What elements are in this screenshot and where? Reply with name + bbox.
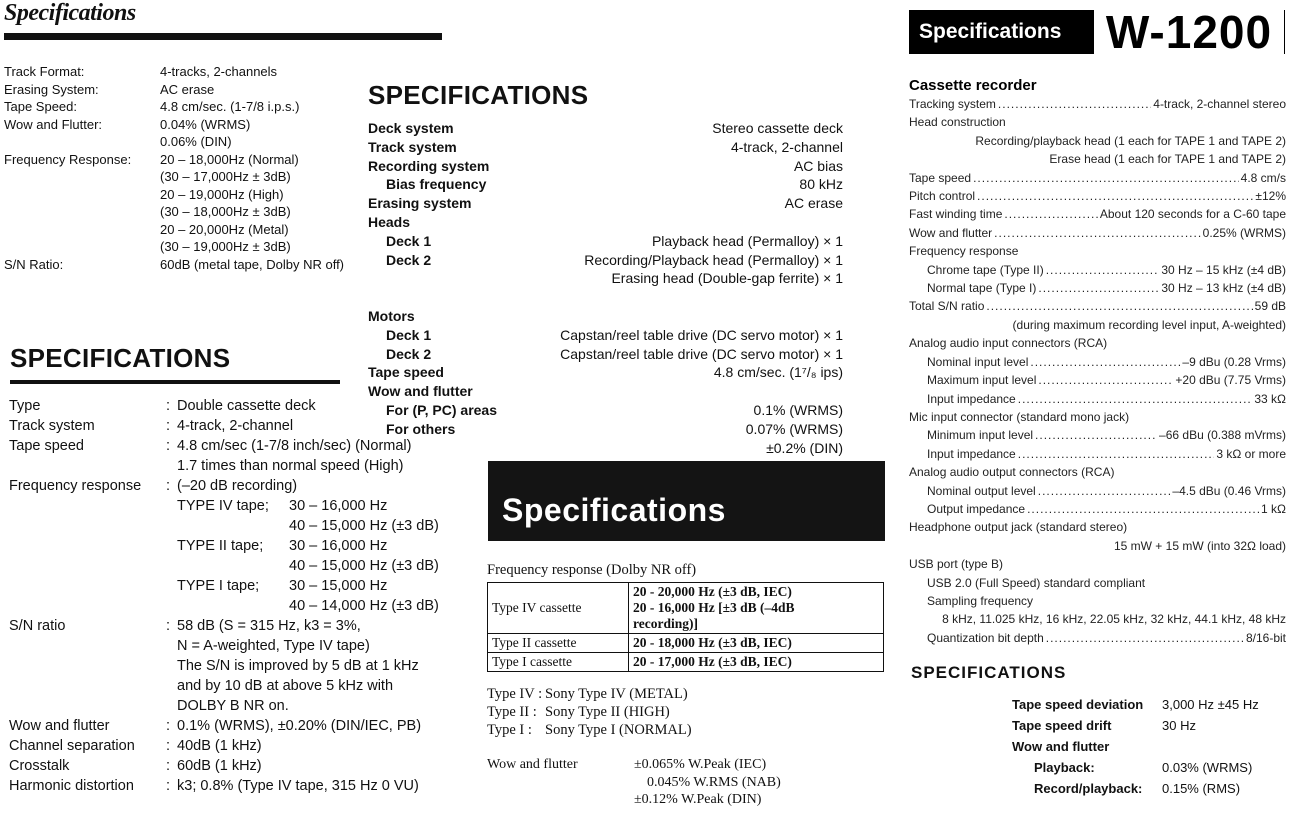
spec-label: Deck 2 bbox=[386, 251, 432, 268]
spec-label: Recording system bbox=[368, 157, 490, 174]
spec-value: 30 Hz bbox=[1162, 718, 1196, 733]
spec-label: Nominal output level bbox=[927, 483, 1036, 498]
tape-type-label: TYPE I tape; bbox=[177, 578, 260, 594]
spec-label: Nominal input level bbox=[927, 354, 1029, 369]
spec-row-t4b bbox=[9, 516, 439, 536]
spec-colon: : bbox=[166, 478, 171, 494]
spec-row bbox=[909, 297, 1286, 315]
spec-label: Chrome tape (Type II) bbox=[927, 262, 1044, 277]
table-row bbox=[488, 634, 884, 653]
spec-row-sn2 bbox=[9, 636, 439, 656]
spec-row bbox=[368, 232, 843, 251]
spec-label: Erasing system bbox=[368, 195, 472, 212]
spec-value: USB 2.0 (Full Speed) standard compliant bbox=[927, 575, 1146, 590]
spec-label: Track system bbox=[368, 138, 457, 155]
spec-row bbox=[4, 151, 344, 169]
spec-row-t1 bbox=[9, 576, 439, 596]
spec-row bbox=[909, 261, 1286, 279]
spec-label: Minimum input level bbox=[927, 428, 1034, 443]
spec-row bbox=[368, 269, 843, 288]
spec-row bbox=[909, 445, 1286, 463]
spec-value: 58 dB (S = 315 Hz, k3 = 3%, bbox=[177, 618, 361, 634]
table-cell-line: recording)] bbox=[633, 616, 698, 631]
spec-value: 0.25% (WRMS) bbox=[1202, 225, 1286, 240]
spec-label: Track system bbox=[9, 418, 95, 434]
spec-value: 0.04% (WRMS) bbox=[160, 116, 251, 132]
spec-colon: : bbox=[166, 738, 171, 754]
spec-row bbox=[1012, 715, 1259, 736]
spec-sheet-f-title: SPECIFICATIONS bbox=[911, 663, 1067, 682]
spec-sheet-e-title: Specifications bbox=[919, 20, 1062, 43]
table-cell-value bbox=[629, 583, 884, 634]
spec-value: and by 10 dB at above 5 kHz with bbox=[177, 678, 394, 694]
spec-value: (30 – 18,000Hz ± 3dB) bbox=[160, 204, 291, 219]
spec-row bbox=[4, 81, 344, 99]
spec-row bbox=[909, 187, 1286, 205]
tape-type-key: Type II : bbox=[487, 704, 537, 720]
list-item bbox=[487, 703, 692, 721]
spec-value: ±0.065% W.Peak (IEC) bbox=[634, 757, 767, 772]
table-cell-type: Type II cassette bbox=[488, 634, 629, 653]
spec-row bbox=[909, 169, 1286, 187]
spec-row bbox=[368, 194, 843, 213]
spec-row-track bbox=[9, 416, 439, 436]
spec-sheet-d-title: Specifications bbox=[502, 492, 726, 528]
spec-row-freq bbox=[9, 476, 439, 496]
spec-row bbox=[368, 382, 843, 401]
spec-row bbox=[368, 439, 843, 458]
list-item bbox=[487, 721, 692, 739]
spec-colon: : bbox=[166, 418, 171, 434]
spec-value: Recording/playback head (1 each for TAPE 1 and TAPE 2) bbox=[975, 133, 1286, 148]
spec-label bbox=[368, 269, 386, 288]
spec-row-t2b bbox=[9, 556, 439, 576]
spec-value: DOLBY B NR on. bbox=[177, 698, 289, 714]
spec-label: For (P, PC) areas bbox=[386, 401, 498, 418]
spec-value: +20 dBu (7.75 Vrms) bbox=[1175, 373, 1286, 388]
spec-label: Deck 1 bbox=[386, 326, 432, 343]
spec-label: Track Format: bbox=[4, 64, 85, 79]
table-cell-line: 20 - 16,000 Hz [±3 dB (–4dB bbox=[633, 600, 795, 615]
spec-sheet-e-list bbox=[909, 76, 1286, 647]
spec-row bbox=[368, 307, 843, 326]
spec-value: 30 – 15,000 Hz bbox=[289, 578, 388, 594]
spec-label bbox=[4, 168, 160, 186]
spec-value: 40 – 14,000 Hz (±3 dB) bbox=[289, 598, 439, 614]
spec-colon: : bbox=[166, 758, 171, 774]
spec-value: 4-track, 2-channel stereo bbox=[1153, 97, 1286, 111]
spec-label: Playback: bbox=[1034, 760, 1095, 775]
spec-sheet-d-wow bbox=[487, 756, 781, 809]
list-item bbox=[487, 685, 692, 703]
spec-value: 8 kHz, 11.025 kHz, 16 kHz, 22.05 kHz, 32 kHz, 44.1 kHz, 48 kHz bbox=[942, 612, 1286, 627]
spec-label: Head construction bbox=[909, 115, 1006, 130]
spec-row-speed bbox=[9, 436, 439, 456]
spec-row bbox=[4, 133, 344, 151]
spec-label bbox=[4, 238, 160, 256]
spec-label: Tape Speed: bbox=[4, 99, 78, 114]
spec-label bbox=[4, 221, 160, 239]
spec-value: 0.045% W.RMS (NAB) bbox=[647, 774, 781, 790]
spec-row bbox=[909, 629, 1286, 647]
spec-value: ±12% bbox=[1255, 189, 1286, 204]
spec-value: 4.8 cm/sec. (1⁷/₈ ips) bbox=[713, 364, 843, 381]
spec-label: S/N Ratio: bbox=[4, 256, 64, 272]
spec-colon: : bbox=[166, 438, 171, 454]
spec-value: 20 – 19,000Hz (High) bbox=[160, 186, 284, 202]
spec-value: (30 – 17,000Hz ± 3dB) bbox=[160, 169, 291, 184]
spec-row-type bbox=[9, 396, 439, 416]
spec-label: Tape speed drift bbox=[1012, 718, 1112, 733]
spec-label: Bias frequency bbox=[386, 176, 487, 193]
spec-label: Deck 2 bbox=[386, 345, 432, 362]
spec-label: Headphone output jack (standard stereo) bbox=[909, 520, 1128, 535]
spec-value: –9 dBu (0.28 Vrms) bbox=[1182, 354, 1286, 369]
table-row bbox=[488, 583, 884, 634]
spec-row bbox=[4, 98, 344, 116]
spec-label: Wow and flutter bbox=[9, 718, 110, 734]
spec-row bbox=[909, 390, 1286, 408]
spec-value: 0.1% (WRMS) bbox=[753, 401, 843, 418]
spec-value: AC erase bbox=[160, 81, 215, 97]
spec-label: Input impedance bbox=[927, 446, 1016, 461]
spec-value: ±0.12% W.Peak (DIN) bbox=[634, 792, 762, 807]
spec-row bbox=[368, 420, 843, 439]
spec-colon: : bbox=[166, 618, 171, 634]
spec-value: 30 – 16,000 Hz bbox=[289, 538, 388, 554]
spec-value: Erasing head (Double-gap ferrite) × 1 bbox=[611, 270, 843, 287]
spec-value: –66 dBu (0.388 mVrms) bbox=[1159, 428, 1286, 443]
spec-label: Fast winding time bbox=[909, 207, 1003, 222]
spec-label: Pitch control bbox=[909, 189, 976, 204]
spec-label: Harmonic distortion bbox=[9, 778, 134, 794]
spec-label: Frequency response bbox=[9, 478, 142, 494]
section-heading: Cassette recorder bbox=[909, 77, 1037, 94]
spec-row bbox=[1012, 757, 1259, 778]
spec-value: 1.7 times than normal speed (High) bbox=[177, 458, 404, 474]
spec-value: Capstan/reel table drive (DC servo motor) × 1 bbox=[560, 345, 843, 362]
spec-row bbox=[909, 224, 1286, 242]
spec-label: Frequency response bbox=[909, 244, 1019, 259]
spec-row bbox=[909, 95, 1286, 113]
tape-type-value: Sony Type II (HIGH) bbox=[545, 704, 670, 720]
spec-label: Mic input connector (standard mono jack) bbox=[909, 409, 1130, 424]
spec-value: 40 – 15,000 Hz (±3 dB) bbox=[289, 518, 439, 534]
spec-row bbox=[1012, 778, 1259, 799]
spec-label: Channel separation bbox=[9, 738, 135, 754]
spec-value: Capstan/reel table drive (DC servo motor) × 1 bbox=[560, 326, 843, 343]
spec-value: 3 kΩ or more bbox=[1216, 446, 1286, 461]
spec-row bbox=[909, 482, 1286, 500]
spec-sheet-c-title: SPECIFICATIONS bbox=[10, 343, 231, 373]
spec-note: (during maximum recording level input, A-weighted) bbox=[1012, 317, 1286, 332]
spec-label: Record/playback: bbox=[1034, 781, 1143, 796]
spec-row bbox=[909, 500, 1286, 518]
spec-sheet-d-freq-heading: Frequency response (Dolby NR off) bbox=[487, 562, 697, 578]
spec-row bbox=[4, 256, 344, 274]
spec-value: The S/N is improved by 5 dB at 1 kHz bbox=[177, 658, 419, 674]
spec-label: Tape speed deviation bbox=[1012, 697, 1144, 712]
spec-value: 59 dB bbox=[1254, 299, 1286, 314]
tape-type-key: Type I : bbox=[487, 722, 532, 738]
spec-value: (–20 dB recording) bbox=[177, 478, 298, 494]
spec-row bbox=[4, 186, 344, 204]
list-item bbox=[487, 791, 781, 809]
spec-value: 20 – 18,000Hz (Normal) bbox=[160, 151, 299, 167]
spec-row bbox=[909, 371, 1286, 389]
spec-label: Total S/N ratio bbox=[909, 299, 985, 314]
spec-label: Sampling frequency bbox=[927, 593, 1034, 608]
spec-label: Maximum input level bbox=[927, 373, 1037, 388]
spec-row bbox=[909, 279, 1286, 297]
spec-row-sn4 bbox=[9, 676, 439, 696]
spec-row bbox=[909, 205, 1286, 223]
spec-value: 40 – 15,000 Hz (±3 dB) bbox=[289, 558, 439, 574]
spec-sheet-c-rule bbox=[10, 380, 340, 384]
table-cell-type: Type I cassette bbox=[488, 653, 629, 672]
spec-row bbox=[1012, 736, 1259, 757]
spec-label: Wow and flutter bbox=[487, 757, 578, 772]
spec-value: 4.8 cm/sec. (1-7/8 i.p.s.) bbox=[160, 99, 300, 114]
tape-type-legend bbox=[487, 685, 692, 739]
spec-label: Tape speed bbox=[909, 170, 972, 185]
table-cell-value: 20 - 18,000 Hz (±3 dB, IEC) bbox=[629, 634, 884, 653]
spec-label: For others bbox=[386, 420, 456, 437]
spec-sheet-b-title: SPECIFICATIONS bbox=[368, 80, 589, 110]
tape-type-value: Sony Type I (NORMAL) bbox=[545, 722, 692, 738]
spec-sheet-a-rule bbox=[4, 33, 442, 40]
spec-value: 0.15% (RMS) bbox=[1162, 781, 1241, 796]
spec-row-sn5 bbox=[9, 696, 439, 716]
spec-value: Double cassette deck bbox=[177, 398, 316, 414]
spec-label: S/N ratio bbox=[9, 618, 66, 634]
spec-value: 4-tracks, 2-channels bbox=[160, 64, 278, 79]
spec-sheet-f-list bbox=[1012, 694, 1259, 799]
spec-value: k3; 0.8% (Type IV tape, 315 Hz 0 VU) bbox=[177, 778, 419, 794]
spec-colon: : bbox=[166, 778, 171, 794]
spec-value: Erase head (1 each for TAPE 1 and TAPE 2) bbox=[1049, 152, 1286, 167]
spec-row bbox=[368, 345, 843, 364]
spec-label bbox=[4, 203, 160, 221]
spec-value: 15 mW + 15 mW (into 32Ω load) bbox=[1113, 538, 1286, 553]
spec-value: 33 kΩ bbox=[1254, 391, 1286, 406]
spec-label: Heads bbox=[368, 213, 411, 230]
spec-row-t2 bbox=[9, 536, 439, 556]
spec-label: Wow and flutter bbox=[368, 383, 473, 400]
tape-type-key: Type IV : bbox=[487, 686, 543, 702]
spec-row bbox=[368, 288, 843, 307]
spec-row bbox=[368, 401, 843, 420]
spec-label: Erasing System: bbox=[4, 81, 99, 97]
spec-value: (30 – 19,000Hz ± 3dB) bbox=[160, 239, 291, 254]
spec-label: Deck system bbox=[368, 120, 454, 136]
spec-row-sn3 bbox=[9, 656, 439, 676]
spec-value: 60dB (1 kHz) bbox=[177, 758, 262, 774]
spec-row bbox=[368, 251, 843, 270]
spec-label: Type bbox=[9, 398, 41, 414]
spec-row bbox=[368, 326, 843, 345]
table-row bbox=[488, 653, 884, 672]
spec-row bbox=[909, 353, 1286, 371]
spec-sheet-b-list bbox=[368, 119, 843, 457]
spec-value: 30 – 16,000 Hz bbox=[289, 498, 388, 514]
spec-sheet-c-list bbox=[9, 396, 439, 796]
spec-value: AC erase bbox=[784, 195, 843, 212]
spec-label: Tracking system bbox=[909, 97, 996, 111]
spec-value: 4.8 cm/sec (1-7/8 inch/sec) (Normal) bbox=[177, 438, 412, 454]
table-cell-type: Type IV cassette bbox=[488, 583, 629, 634]
spec-value: 20 – 20,000Hz (Metal) bbox=[160, 221, 289, 237]
spec-value: 40dB (1 kHz) bbox=[177, 738, 262, 754]
spec-row bbox=[1012, 694, 1259, 715]
spec-row-wow bbox=[9, 716, 439, 736]
model-number: W-1200 bbox=[1094, 6, 1284, 54]
spec-label: Wow and flutter bbox=[1012, 739, 1110, 754]
spec-value: 4.8 cm/s bbox=[1240, 170, 1286, 185]
frequency-response-table bbox=[487, 582, 884, 672]
spec-label: Deck 1 bbox=[386, 232, 432, 249]
spec-value: 8/16-bit bbox=[1245, 630, 1286, 645]
spec-row-t1b bbox=[9, 596, 439, 616]
spec-row bbox=[4, 63, 344, 81]
spec-label bbox=[4, 133, 160, 151]
list-item bbox=[487, 774, 781, 792]
table-cell-value: 20 - 17,000 Hz (±3 dB, IEC) bbox=[629, 653, 884, 672]
spec-label: Motors bbox=[368, 307, 415, 324]
spec-row bbox=[368, 119, 843, 138]
spec-row-sep bbox=[9, 736, 439, 756]
spec-value: Recording/Playback head (Permalloy) × 1 bbox=[584, 251, 843, 268]
spec-label: Tape speed bbox=[9, 438, 84, 454]
spec-row-sn bbox=[9, 616, 439, 636]
spec-label: Output impedance bbox=[927, 501, 1026, 516]
spec-label: USB port (type B) bbox=[909, 557, 1004, 572]
spec-row bbox=[368, 175, 843, 194]
spec-row bbox=[368, 138, 843, 157]
spec-row-harm bbox=[9, 776, 439, 796]
spec-value: 30 Hz – 15 kHz (±4 dB) bbox=[1161, 262, 1286, 277]
spec-value: 0.06% (DIN) bbox=[160, 134, 232, 149]
spec-value: 60dB (metal tape, Dolby NR off) bbox=[160, 256, 345, 272]
spec-row bbox=[4, 238, 344, 256]
spec-label: Crosstalk bbox=[9, 758, 70, 774]
spec-value: 30 Hz – 13 kHz (±4 dB) bbox=[1161, 281, 1286, 296]
spec-row bbox=[909, 426, 1286, 444]
spec-label: Input impedance bbox=[927, 391, 1016, 406]
spec-value: 0.03% (WRMS) bbox=[1162, 760, 1253, 775]
spec-value: 0.07% (WRMS) bbox=[745, 420, 843, 437]
spec-value: 80 kHz bbox=[799, 176, 843, 193]
tape-type-label: TYPE II tape; bbox=[177, 538, 264, 554]
spec-label: Frequency Response: bbox=[4, 151, 132, 167]
spec-row bbox=[4, 116, 344, 134]
spec-label: Wow and flutter bbox=[909, 225, 993, 240]
spec-value: About 120 seconds for a C-60 tape bbox=[1099, 207, 1286, 222]
spec-value: AC bias bbox=[793, 157, 843, 174]
spec-value: –4.5 dBu (0.46 Vrms) bbox=[1172, 483, 1286, 498]
spec-label: Normal tape (Type I) bbox=[927, 281, 1037, 296]
spec-colon: : bbox=[166, 398, 171, 414]
spec-row bbox=[4, 221, 344, 239]
spec-value: 0.1% (WRMS), ±0.20% (DIN/IEC, PB) bbox=[177, 718, 422, 734]
spec-row-speed-2 bbox=[9, 456, 439, 476]
table-cell-line: 20 - 20,000 Hz (±3 dB, IEC) bbox=[633, 584, 792, 599]
spec-row bbox=[368, 213, 843, 232]
spec-label: Analog audio output connectors (RCA) bbox=[909, 465, 1115, 480]
spec-row-t4 bbox=[9, 496, 439, 516]
spec-sheet-a-title: Specifications bbox=[4, 0, 136, 26]
spec-label: Wow and Flutter: bbox=[4, 116, 103, 132]
spec-row bbox=[368, 157, 843, 176]
spec-row bbox=[4, 203, 344, 221]
spec-value: 4-track, 2-channel bbox=[730, 138, 843, 155]
list-item bbox=[487, 756, 781, 774]
spec-colon: : bbox=[166, 718, 171, 734]
spec-label: Analog audio input connectors (RCA) bbox=[909, 336, 1108, 351]
spec-row bbox=[4, 168, 344, 186]
spec-label: Tape speed bbox=[368, 364, 444, 381]
spec-label: Quantization bit depth bbox=[927, 630, 1044, 645]
spec-value: N = A-weighted, Type IV tape) bbox=[177, 638, 370, 654]
spec-label bbox=[4, 186, 160, 204]
spec-sheet-a-list bbox=[4, 63, 344, 273]
spec-value: ±0.2% (DIN) bbox=[766, 439, 843, 456]
spec-row bbox=[368, 363, 843, 382]
spec-value: 3,000 Hz ±45 Hz bbox=[1162, 697, 1259, 712]
tape-type-value: Sony Type IV (METAL) bbox=[545, 686, 688, 702]
spec-value: Playback head (Permalloy) × 1 bbox=[651, 232, 843, 249]
spec-value: 1 kΩ bbox=[1261, 501, 1286, 516]
spec-value: 4-track, 2-channel bbox=[177, 418, 294, 434]
spec-row-cross bbox=[9, 756, 439, 776]
spec-value: Stereo cassette deck bbox=[712, 120, 843, 136]
tape-type-label: TYPE IV tape; bbox=[177, 498, 269, 514]
